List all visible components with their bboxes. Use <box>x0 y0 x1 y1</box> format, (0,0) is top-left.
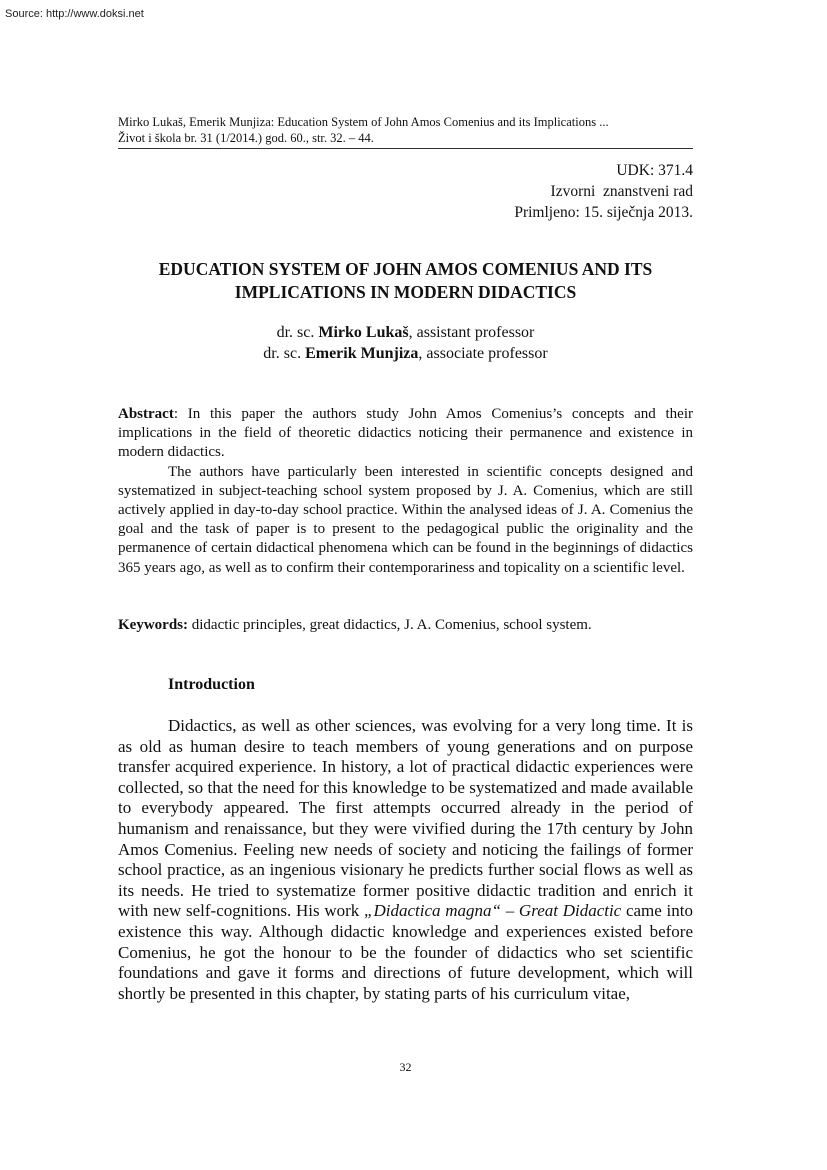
keywords-label: Keywords: <box>118 617 188 633</box>
author-2-name: Emerik Munjiza <box>305 345 419 362</box>
running-header-line2: Život i škola br. 31 (1/2014.) god. 60., str. 32. – 44. <box>118 131 374 145</box>
author-1: dr. sc. Mirko Lukaš, assistant professor <box>276 324 535 341</box>
author-list <box>118 322 693 364</box>
received-date: Primljeno: 15. siječnja 2013. <box>514 204 693 221</box>
section-heading-introduction: Introduction <box>168 676 255 693</box>
author-1-name: Mirko Lukaš <box>318 324 409 341</box>
article-type: Izvorni znanstveni rad <box>550 183 693 200</box>
paper-title <box>118 258 693 304</box>
running-header-line1: Mirko Lukaš, Emerik Munjiza: Education System of John Amos Comenius and its Implications ... <box>118 115 609 129</box>
abstract-label: Abstract <box>118 406 174 422</box>
work-title: „Didactica magna“ – Great Didactic <box>364 901 622 921</box>
title-line2: IMPLICATIONS IN MODERN DIDACTICS <box>234 282 577 302</box>
keywords <box>118 616 693 635</box>
abstract-paragraph-2: The authors have particularly been interested in scientific concepts designed and systematized in subject-teaching school system proposed by J. A. Comenius, which are still actively applied in day-to-day school practice. Within the analysed ideas of J. A. Comenius the goal and the task of paper is to present to the pedagogical public the originality and the permanence of certain didactical phenomena which can be found in the beginnings of didactics 365 years ago, as well as to confirm their contemporariness and topicality on a scientific level. <box>118 463 693 576</box>
source-url: Source: http://www.doksi.net <box>5 8 144 20</box>
abstract <box>118 405 693 578</box>
article-meta <box>514 160 693 223</box>
introduction-paragraph: Didactics, as well as other sciences, was evolving for a very long time. It is as old as human desire to teach members of young generations and on purpose transfer acquired experience. In history, a lot of practical didactic experiences were collected, so that the need for this knowledge to be systematized and made available to everybody appeared. The first attempts occurred already in the period of humanism and renaissance, but they were vivified during the 17th century by John Amos Comenius. Feeling new needs of society and noticing the failings of former school practice, as an ingenious visionary he predicts further social flows as well as its needs. He tried to systematize former positive didactic tradition and enrich it with new self-cognitions. His work „Didactica magna“ – Great Didactic came into existence this way. Although didactic knowledge and experiences existed before Comenius, he got the honour to be the founder of didactics who set scientific foundations and gave it forms and directions of future development, which will shortly be presented in this chapter, by stating parts of his curriculum vitae, <box>118 716 693 1003</box>
author-2: dr. sc. Emerik Munjiza, associate professor <box>263 345 548 362</box>
title-line1: EDUCATION SYSTEM OF JOHN AMOS COMENIUS AND ITS <box>158 259 653 279</box>
keywords-text: didactic principles, great didactics, J. A. Comenius, school system. <box>188 617 592 633</box>
running-header <box>118 114 693 149</box>
udk-code: UDK: 371.4 <box>616 162 693 179</box>
abstract-paragraph-1: Abstract: In this paper the authors study John Amos Comenius’s concepts and their implications in the field of theoretic didactics noticing their permanence and existence in modern didactics. <box>118 406 693 461</box>
page-number: 32 <box>399 1060 412 1074</box>
